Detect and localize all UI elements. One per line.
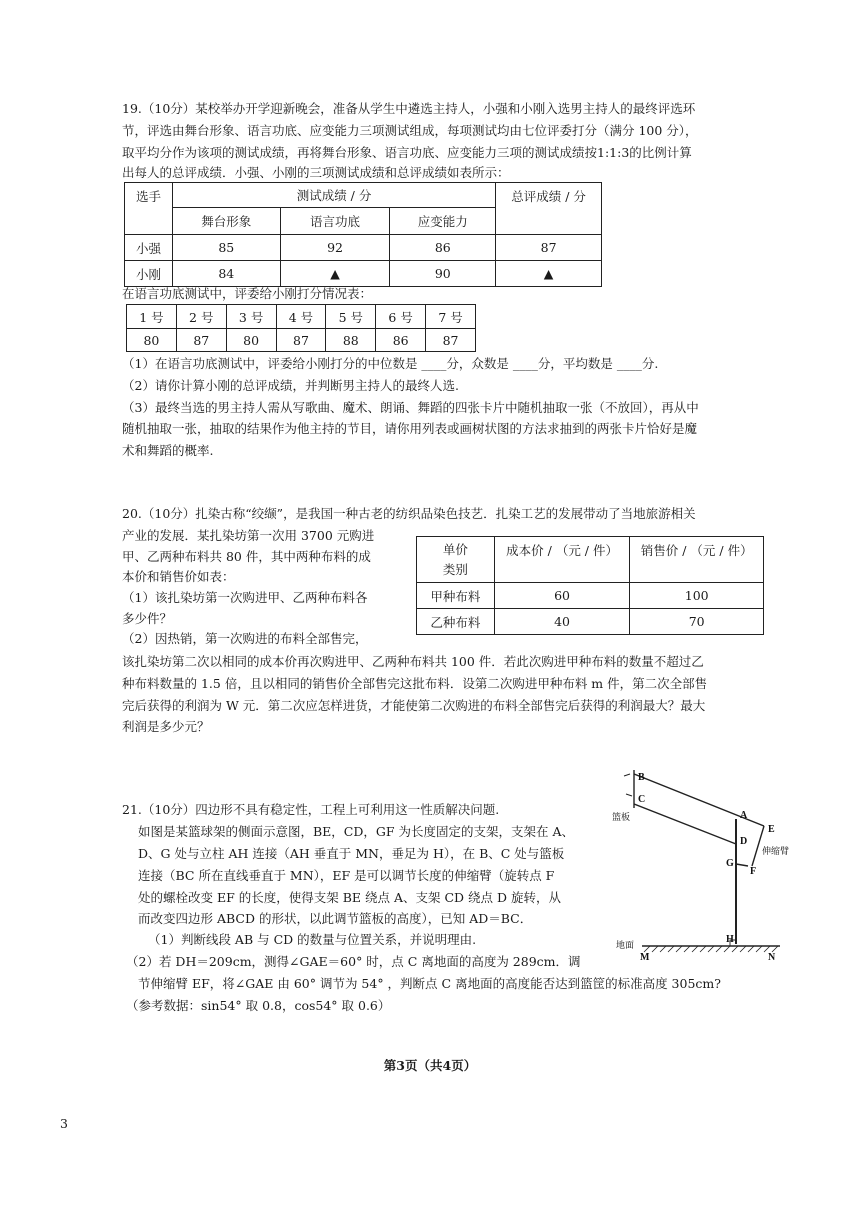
- judge-score: 87: [426, 329, 476, 352]
- cell: 100: [630, 583, 764, 609]
- judge-label: 1 号: [127, 305, 177, 329]
- th-unit-category: [417, 537, 495, 583]
- th-cost: 成本价 / （元 / 件）: [494, 537, 630, 583]
- q21-line-2: 如图是某篮球架的侧面示意图，BE，CD，GF 为长度固定的支架，支架在 A、: [138, 824, 575, 839]
- cell: 90: [390, 261, 496, 287]
- telescopic-arm-ef: [752, 826, 764, 866]
- price-table: [416, 536, 764, 635]
- q21-line-3: D、G 处与立柱 AH 连接（AH 垂直于 MN，垂足为 H），在 B、C 处与篮板: [138, 846, 565, 861]
- cell: 60: [494, 583, 630, 609]
- q20-tail-4: 利润是多少元？: [122, 719, 210, 734]
- cell: ▲: [496, 261, 602, 287]
- table-row: [125, 261, 602, 287]
- cell: 84: [172, 261, 280, 287]
- q20-tail-2: 种布料数量的 1.5 倍，且以相同的销售价全部售完这批布料．设第二次购进甲种布料 m 件，第二次全部售: [122, 676, 708, 691]
- q20-left-3: 本价和销售价如表：: [122, 569, 235, 584]
- cell: 小刚: [125, 261, 173, 287]
- judge-label: 2 号: [176, 305, 226, 329]
- th-sale: 销售价 / （元 / 件）: [630, 537, 764, 583]
- q21-line-1: 21.（10分）四边形不具有稳定性，工程上可利用这一性质解决问题.: [122, 802, 500, 817]
- arm-cd: [634, 804, 736, 844]
- judge-table-intro: 在语言功底测试中，评委给小刚打分情况表：: [122, 286, 373, 301]
- th-stage: 舞台形象: [172, 208, 280, 235]
- judge-score: 80: [127, 329, 177, 352]
- q21-line-4: 连接（BC 所在直线垂直于 MN），EF 是可以调节长度的伸缩臂（旋转点 F: [138, 868, 555, 883]
- judge-score: 87: [276, 329, 326, 352]
- support-gf: [736, 864, 748, 866]
- page-footer: 第3页（共4页）: [383, 1058, 477, 1073]
- q19-line-1: 19.（10分）某校举办开学迎新晚会，准备从学生中遴选主持人，小强和小刚入选男主持人的最终评选环: [122, 101, 696, 116]
- hoop-mark: [624, 774, 630, 776]
- judge-label: 4 号: [276, 305, 326, 329]
- q20-left-6: （2）因热销，第一次购进的布料全部售完，: [122, 631, 368, 646]
- th-test: 测试成绩 / 分: [172, 183, 495, 208]
- ground-hatching: [644, 946, 778, 952]
- judge-score: 80: [226, 329, 276, 352]
- label-backboard: 篮板: [612, 813, 631, 823]
- table-row: [417, 609, 764, 635]
- q19-part-3b: 随机抽取一张，抽取的结果作为他主持的节目，请你用列表或画树状图的方法求抽到的两张卡片恰好是魔: [122, 421, 698, 436]
- th-category: 类别: [442, 561, 468, 577]
- judge-label: 6 号: [376, 305, 426, 329]
- judge-label: 5 号: [326, 305, 376, 329]
- judge-label: 7 号: [426, 305, 476, 329]
- q21-line-6: 而改变四边形 ABCD 的形状，以此调节篮板的高度），已知 AD＝BC．: [138, 911, 533, 926]
- q19-line-2: 节，评选由舞台形象、语言功底、应变能力三项测试组成，每项测试均由七位评委打分（满分 100 分），: [122, 123, 698, 138]
- label-b: B: [638, 772, 645, 783]
- judge-score: 88: [326, 329, 376, 352]
- cell: 乙种布料: [417, 609, 495, 635]
- cell: 92: [280, 235, 390, 261]
- label-f: F: [750, 866, 757, 877]
- label-telescopic-arm: 伸缩臂: [762, 847, 790, 857]
- q21-reference: （参考数据：sin54° 取 0.8，cos54° 取 0.6）: [126, 998, 391, 1013]
- q20-line-1: 20.（10分）扎染古称“绞缬”，是我国一种古老的纺织品染色技艺．扎染工艺的发展带动了当地旅游相关: [122, 506, 696, 521]
- label-a: A: [740, 810, 748, 821]
- label-c: C: [638, 794, 646, 805]
- th-unit: 单价: [442, 541, 468, 557]
- q19-line-3: 取平均分作为该项的测试成绩，再将舞台形象、语言功底、应变能力三项的测试成绩按1:1:3的比例计算: [122, 145, 692, 160]
- q19-part-3: （3）最终当选的男主持人需从写歌曲、魔术、朗诵、舞蹈的四张卡片中随机抽取一张（不放回），再从中: [122, 400, 699, 415]
- label-h: H: [726, 934, 734, 945]
- q21-line-5: 处的螺栓改变 EF 的长度，使得支架 BE 绕点 A、支架 CD 绕点 D 旋转，从: [138, 890, 562, 905]
- judge-table: [126, 304, 476, 352]
- cell: 70: [630, 609, 764, 635]
- hoop-mark: [626, 794, 632, 796]
- judge-score: 86: [376, 329, 426, 352]
- page-number: 3: [60, 1116, 68, 1131]
- q19-part-2: （2）请你计算小刚的总评成绩，并判断男主持人的最终人选.: [122, 378, 459, 393]
- q20-left-2: 甲、乙两种布料共 80 件，其中两种布料的成: [122, 549, 371, 564]
- cell: 甲种布料: [417, 583, 495, 609]
- table-row: [417, 583, 764, 609]
- cell: 小强: [125, 235, 173, 261]
- cell: 85: [172, 235, 280, 261]
- th-language: 语言功底: [280, 208, 390, 235]
- q20-tail-1: 该扎染坊第二次以相同的成本价再次购进甲、乙两种布料共 100 件．若此次购进甲种布料的数量不超过乙: [122, 654, 704, 669]
- cell: ▲: [280, 261, 390, 287]
- q21-part-2b: 节伸缩臂 EF，将∠GAE 由 60° 调节为 54° ，判断点 C 离地面的高度能否达到篮筐的标准高度 305cm?: [138, 976, 721, 991]
- judge-label: 3 号: [226, 305, 276, 329]
- score-table: [124, 182, 602, 287]
- q19-part-3c: 术和舞蹈的概率.: [122, 443, 214, 458]
- th-total: 总评成绩 / 分: [496, 183, 602, 235]
- table-row: [125, 235, 602, 261]
- label-n: N: [768, 952, 776, 963]
- q21-part-1: （1）判断线段 AB 与 CD 的数量与位置关系，并说明理由.: [148, 932, 477, 947]
- label-m: M: [640, 952, 650, 963]
- label-ground: 地面: [616, 941, 635, 951]
- label-g: G: [726, 858, 734, 869]
- cell: 86: [390, 235, 496, 261]
- th-player: 选手: [125, 183, 173, 235]
- label-e: E: [768, 824, 775, 835]
- label-d: D: [740, 836, 748, 847]
- q20-left-5: 多少件？: [122, 611, 173, 626]
- q20-left-1: 产业的发展．某扎染坊第一次用 3700 元购进: [122, 528, 375, 543]
- judge-score: 87: [176, 329, 226, 352]
- q19-part-1: （1）在语言功底测试中，评委给小刚打分的中位数是 ____分，众数是 ____分，平均数是 ____分.: [122, 356, 659, 371]
- q19-line-4: 出每人的总评成绩．小强、小刚的三项测试成绩和总评成绩如表所示：: [122, 165, 510, 180]
- cell: 87: [496, 235, 602, 261]
- q20-tail-3: 完后获得的利润为 W 元．第二次应怎样进货，才能使第二次购进的布料全部售完后获得的利润最大？最大: [122, 698, 706, 713]
- basketball-stand-figure: [612, 764, 802, 964]
- q20-left-4: （1）该扎染坊第一次购进甲、乙两种布料各: [122, 590, 368, 605]
- cell: 40: [494, 609, 630, 635]
- q21-part-2: （2）若 DH＝209cm，测得∠GAE＝60° 时，点 C 离地面的高度为 289cm．调: [126, 954, 581, 969]
- th-adapt: 应变能力: [390, 208, 496, 235]
